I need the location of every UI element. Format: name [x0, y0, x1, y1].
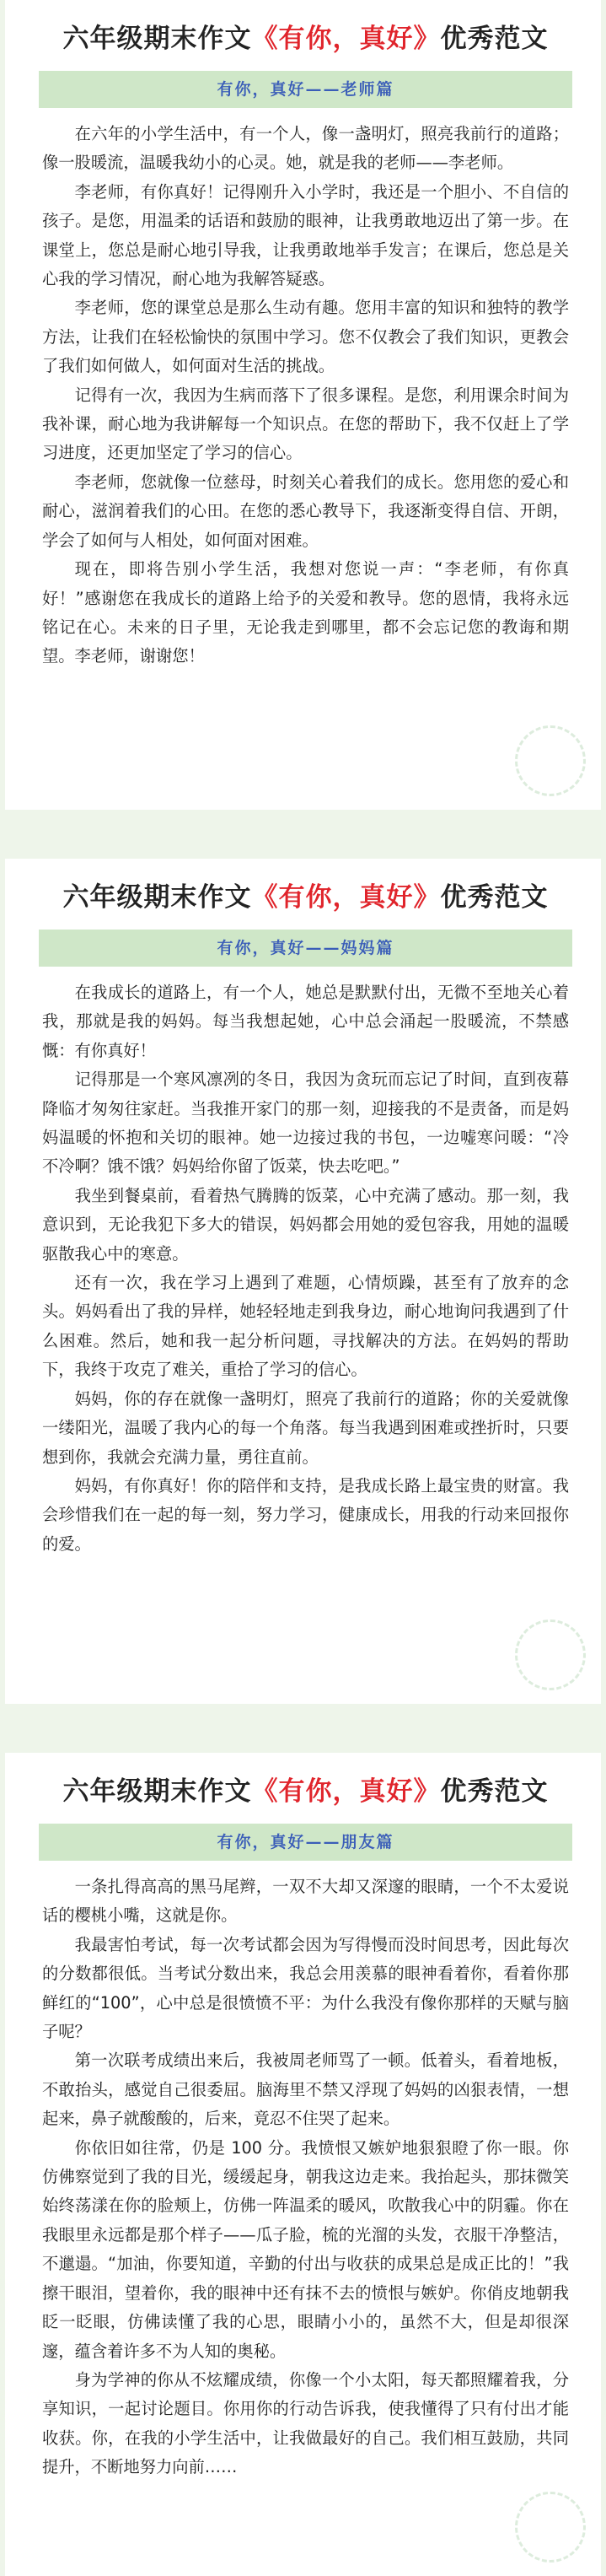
essay-paragraph: 记得有一次，我因为生病而落下了很多课程。是您，利用课余时间为我补课，耐心地为我讲解每一个知识点。在您的帮助下，我不仅赶上了学习进度，还更加坚定了学习的信心。	[42, 385, 569, 463]
essay-title	[42, 22, 569, 56]
essay-title	[42, 1775, 569, 1808]
essay-card-mother	[5, 859, 601, 1704]
title-prefix: 六年级期末作文	[62, 882, 252, 913]
essay-card-friend	[5, 1753, 601, 2576]
essay-paragraph: 李老师，有你真好！记得刚升入小学时，我还是一个胆小、不自信的孩子。是您，用温柔的话语和鼓励的眼神，让我勇敢地迈出了第一步。在课堂上，您总是耐心地引导我，让我勇敢地举手发言；在课后，您总是关心我的学习情况，耐心地为我解答疑惑。	[42, 181, 569, 289]
essay-subtitle: 有你，真好——老师篇	[39, 71, 572, 108]
title-highlight: 《有你，真好》	[251, 24, 441, 54]
essay-paragraph: 李老师，您的课堂总是那么生动有趣。您用丰富的知识和独特的教学方法，让我们在轻松愉快的氛围中学习。您不仅教会了我们知识，更教会了我们如何做人，如何面对生活的挑战。	[42, 298, 569, 376]
title-suffix: 优秀范文	[440, 24, 549, 54]
essay-paragraph: 在六年的小学生活中，有一个人，像一盏明灯，照亮我前行的道路；像一股暖流，温暖我幼小的心灵。她，就是我的老师——李老师。	[42, 124, 569, 173]
essay-paragraph: 我最害怕考试，每一次考试都会因为写得慢而没时间思考，因此每次的分数都很低。当考试分数出来，我总会用羡慕的眼神看着你，看着你那鲜红的“100”，心中总是很愤愤不平：为什么我没有像你那样的天赋与脑子呢？	[42, 1934, 569, 2042]
essay-paragraph: 你依旧如往常，仍是 100 分。我愤恨又嫉妒地狠狠瞪了你一眼。你仿佛察觉到了我的目光，缓缓起身，朝我这边走来。我抬起头，那抹微笑始终荡漾在你的脸颊上，仿佛一阵温柔的暖风，吹散我心中的阴霾。你在我眼里永远都是那个样子——瓜子脸，梳的光溜的头发，衣服干净整洁，不邋遢。“加油，你要知道，辛勤的付出与收获的成果总是成正比的！”我擦干眼泪，望着你，我的眼神中还有抹不去的愤恨与嫉妒。你俏皮地朝我眨一眨眼，仿佛读懂了我的心思，眼睛小小的，虽然不大，但是却很深邃，蕴含着许多不为人知的奥秘。	[42, 2137, 569, 2361]
essay-paragraph: 李老师，您就像一位慈母，时刻关心着我们的成长。您用您的爱心和耐心，滋润着我们的心田。在您的悉心教导下，我逐渐变得自信、开朗，学会了如何与人相处，如何面对困难。	[42, 472, 569, 550]
essay-paragraph: 记得那是一个寒风凛冽的冬日，我因为贪玩而忘记了时间，直到夜幕降临才匆匆往家赶。当我推开家门的那一刻，迎接我的不是责备，而是妈妈温暖的怀抱和关切的眼神。她一边接过我的书包，一边嘘寒问暖：“冷不冷啊？饿不饿？妈妈给你留了饭菜，快去吃吧。”	[42, 1070, 569, 1177]
title-highlight: 《有你，真好》	[251, 882, 441, 913]
essay-paragraph: 第一次联考成绩出来后，我被周老师骂了一顿。低着头，看着地板，不敢抬头，感觉自己很委屈。脑海里不禁又浮现了妈妈的凶狠表情，一想起来，鼻子就酸酸的，后来，竟忍不住哭了起来。	[42, 2051, 569, 2129]
title-prefix: 六年级期末作文	[62, 24, 252, 54]
title-highlight: 《有你，真好》	[251, 1776, 441, 1807]
essay-paragraph: 现在，即将告别小学生活，我想对您说一声：“李老师，有你真好！”感谢您在我成长的道路上给予的关爱和教导。您的恩情，我将永远铭记在心。未来的日子里，无论我走到哪里，都不会忘记您的教诲和期望。李老师，谢谢您！	[42, 559, 569, 666]
section-divider	[0, 1704, 606, 1753]
title-prefix: 六年级期末作文	[62, 1776, 252, 1807]
essay-subtitle: 有你，真好——妈妈篇	[39, 930, 572, 967]
essay-paragraph: 妈妈，你的存在就像一盏明灯，照亮了我前行的道路；你的关爱就像一缕阳光，温暖了我内心的每一个角落。每当我遇到困难或挫折时，只要想到你，我就会充满力量，勇往直前。	[42, 1388, 569, 1467]
essay-paragraph: 妈妈，有你真好！你的陪伴和支持，是我成长路上最宝贵的财富。我会珍惜我们在一起的每一刻，努力学习，健康成长，用我的行动来回报你的爱。	[42, 1475, 569, 1554]
essay-paragraph: 身为学神的你从不炫耀成绩，你像一个小太阳，每天都照耀着我，分享知识，一起讨论题目。你用你的行动告诉我，使我懂得了只有付出才能收获。你，在我的小学生活中，让我做最好的自己。我们相互鼓励，共同提升，不断地努力向前……	[42, 2369, 569, 2477]
essay-card-teacher	[5, 0, 601, 810]
essay-paragraph: 我坐到餐桌前，看着热气腾腾的饭菜，心中充满了感动。那一刻，我意识到，无论我犯下多大的错误，妈妈都会用她的爱包容我，用她的温暖驱散我心中的寒意。	[42, 1185, 569, 1264]
essay-title	[42, 881, 569, 914]
title-suffix: 优秀范文	[440, 882, 549, 913]
title-suffix: 优秀范文	[440, 1776, 549, 1807]
essay-subtitle: 有你，真好——朋友篇	[39, 1824, 572, 1861]
essay-paragraph: 在我成长的道路上，有一个人，她总是默默付出，无微不至地关心着我，那就是我的妈妈。每当我想起她，心中总会涌起一股暖流，不禁感慨：有你真好！	[42, 983, 569, 1060]
essay-paragraph: 还有一次，我在学习上遇到了难题，心情烦躁，甚至有了放弃的念头。妈妈看出了我的异样，她轻轻地走到我身边，耐心地询问我遇到了什么困难。然后，她和我一起分析问题，寻找解决的方法。在妈妈的帮助下，我终于攻克了难关，重拾了学习的信心。	[42, 1273, 569, 1380]
section-divider	[0, 810, 606, 859]
essay-paragraph: 一条扎得高高的黑马尾辫，一双不大却又深邃的眼睛，一个不太爱说话的樱桃小嘴，这就是你。	[42, 1877, 569, 1926]
